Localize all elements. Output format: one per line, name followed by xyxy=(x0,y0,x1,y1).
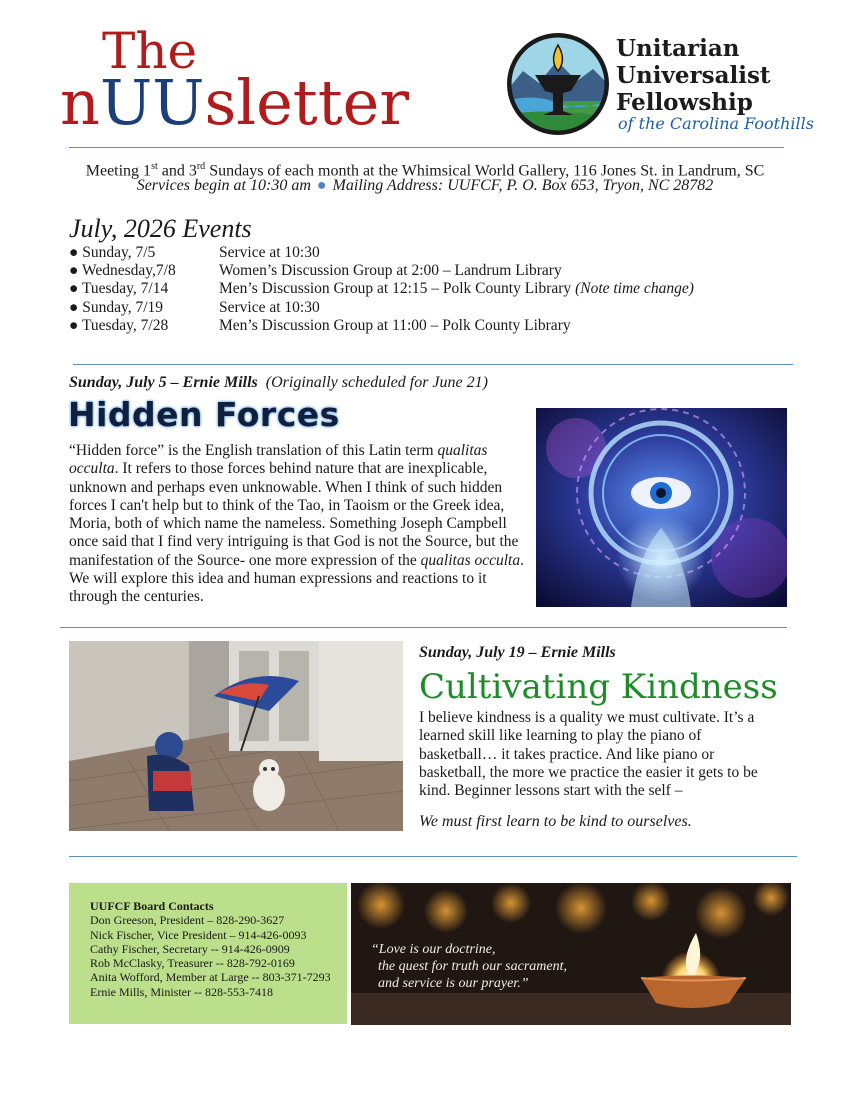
kindness-title: Cultivating Kindness xyxy=(419,667,778,707)
event-desc: Women’s Discussion Group at 2:00 – Landrum Library xyxy=(219,262,562,279)
event-date: ● Sunday, 7/5 xyxy=(69,244,156,261)
body-text: “Hidden force” is the English translation of this Latin term xyxy=(69,442,438,459)
event-date: ● Tuesday, 7/28 xyxy=(69,317,169,334)
events-title: July, 2026 Events xyxy=(69,214,252,243)
newsletter-title xyxy=(60,66,409,139)
event-date: ● Tuesday, 7/14 xyxy=(69,280,169,297)
meeting-text-2: and 3 xyxy=(157,162,197,180)
event-date: ● Sunday, 7/19 xyxy=(69,299,164,316)
section-divider xyxy=(73,364,793,365)
board-title: UUFCF Board Contacts xyxy=(90,899,214,913)
board-member: Anita Wofford, Member at Large -- 803-371-7293 xyxy=(90,970,331,985)
event-desc: Men’s Discussion Group at 12:15 – Polk County Library xyxy=(219,280,576,297)
section-divider xyxy=(60,627,787,628)
latin-term: qualitas occulta xyxy=(420,551,521,569)
event-item xyxy=(69,317,571,335)
org-name-line3: Fellowship xyxy=(616,89,753,116)
hidden-forces-title: Hidden Forces xyxy=(68,395,340,434)
org-subtitle: of the Carolina Foothills xyxy=(618,114,814,133)
board-member: Nick Fischer, Vice President – 914-426-0093 xyxy=(90,927,307,942)
quote-line: the quest for truth our sacrament, xyxy=(371,959,567,974)
meeting-sup-1: st xyxy=(151,161,158,172)
kindness-date-speaker: Sunday, July 19 – Ernie Mills xyxy=(419,644,616,661)
quote-line: and service is our prayer.” xyxy=(371,976,529,991)
hidden-forces-heading xyxy=(69,374,488,392)
latin-term: qualitas occulta xyxy=(69,442,488,478)
event-desc: Men’s Discussion Group at 11:00 – Polk County Library xyxy=(219,317,571,334)
chalice-logo xyxy=(505,31,611,137)
newsletter-title-the: The xyxy=(102,22,198,80)
org-name-line2: Universalist xyxy=(616,62,771,89)
header-divider xyxy=(69,147,784,148)
body-text: . We will explore this idea and human expressions and reactions to it through the centuries. xyxy=(69,551,524,606)
candle-quote-panel xyxy=(351,883,791,1025)
title-uu: UU xyxy=(99,66,205,139)
bullet-icon: ● xyxy=(316,177,327,194)
services-info xyxy=(0,177,850,195)
event-date: ● Wednesday,7/8 xyxy=(69,262,176,279)
event-item xyxy=(69,262,562,280)
section-divider xyxy=(69,856,797,857)
board-member: Ernie Mills, Minister -- 828-553-7418 xyxy=(90,984,273,999)
umbrella-cat-photo xyxy=(69,641,403,831)
board-member: Rob McClasky, Treasurer -- 828-792-0169 xyxy=(90,956,295,971)
quote-text xyxy=(371,941,567,992)
services-time: Services begin at 10:30 am xyxy=(136,177,311,194)
event-desc: Service at 10:30 xyxy=(219,244,320,261)
board-member: Cathy Fischer, Secretary -- 914-426-0909 xyxy=(90,941,290,956)
meeting-sup-2: rd xyxy=(196,161,206,172)
title-prefix: n xyxy=(60,66,100,139)
org-name-line1: Unitarian xyxy=(616,35,740,62)
event-item xyxy=(69,244,320,262)
hidden-forces-body xyxy=(69,442,527,607)
board-contacts xyxy=(69,883,347,1024)
org-name xyxy=(616,35,771,116)
body-text: . It refers to those forces behind nature that are inexplicable, unknown and perhaps even unknowable. When I think of such hidden forces I can't help but to think of the Tao, in Taoism or the Greek idea, Moria, both of which name the nameless. Something Joseph Campbell once said that I find very intriguing is that God is not the Source, but the manifestation of the Source- one more expression of the xyxy=(69,460,519,569)
event-note: (Note time change) xyxy=(575,280,694,297)
cosmic-eye-image xyxy=(536,408,787,607)
hidden-forces-note: (Originally scheduled for June 21) xyxy=(265,374,488,391)
event-desc: Service at 10:30 xyxy=(219,299,320,316)
quote-line: “Love is our doctrine, xyxy=(371,942,496,957)
hidden-forces-date-speaker: Sunday, July 5 – Ernie Mills xyxy=(69,374,258,391)
board-contacts-text xyxy=(90,899,331,999)
meeting-text-1: Meeting 1 xyxy=(85,162,152,180)
event-item xyxy=(69,299,320,317)
mailing-address: Mailing Address: UUFCF, P. O. Box 653, Tryon, NC 28782 xyxy=(332,177,714,194)
meeting-text-3: Sundays of each month at the Whimsical World Gallery, 116 Jones St. in Landrum, SC xyxy=(205,162,765,180)
event-item xyxy=(69,280,694,298)
kindness-body: I believe kindness is a quality we must cultivate. It’s a learned skill like learning to play the piano of basketball… it takes practice. And like piano or basketball, the more we practice the easier it gets to be kind. Beginner lessons start with the self – xyxy=(419,709,758,800)
kindness-heading xyxy=(419,644,616,662)
kindness-closing: We must first learn to be kind to ourselves. xyxy=(419,813,692,830)
title-suffix: sletter xyxy=(204,66,409,139)
board-member: Don Greeson, President – 828-290-3627 xyxy=(90,913,285,928)
